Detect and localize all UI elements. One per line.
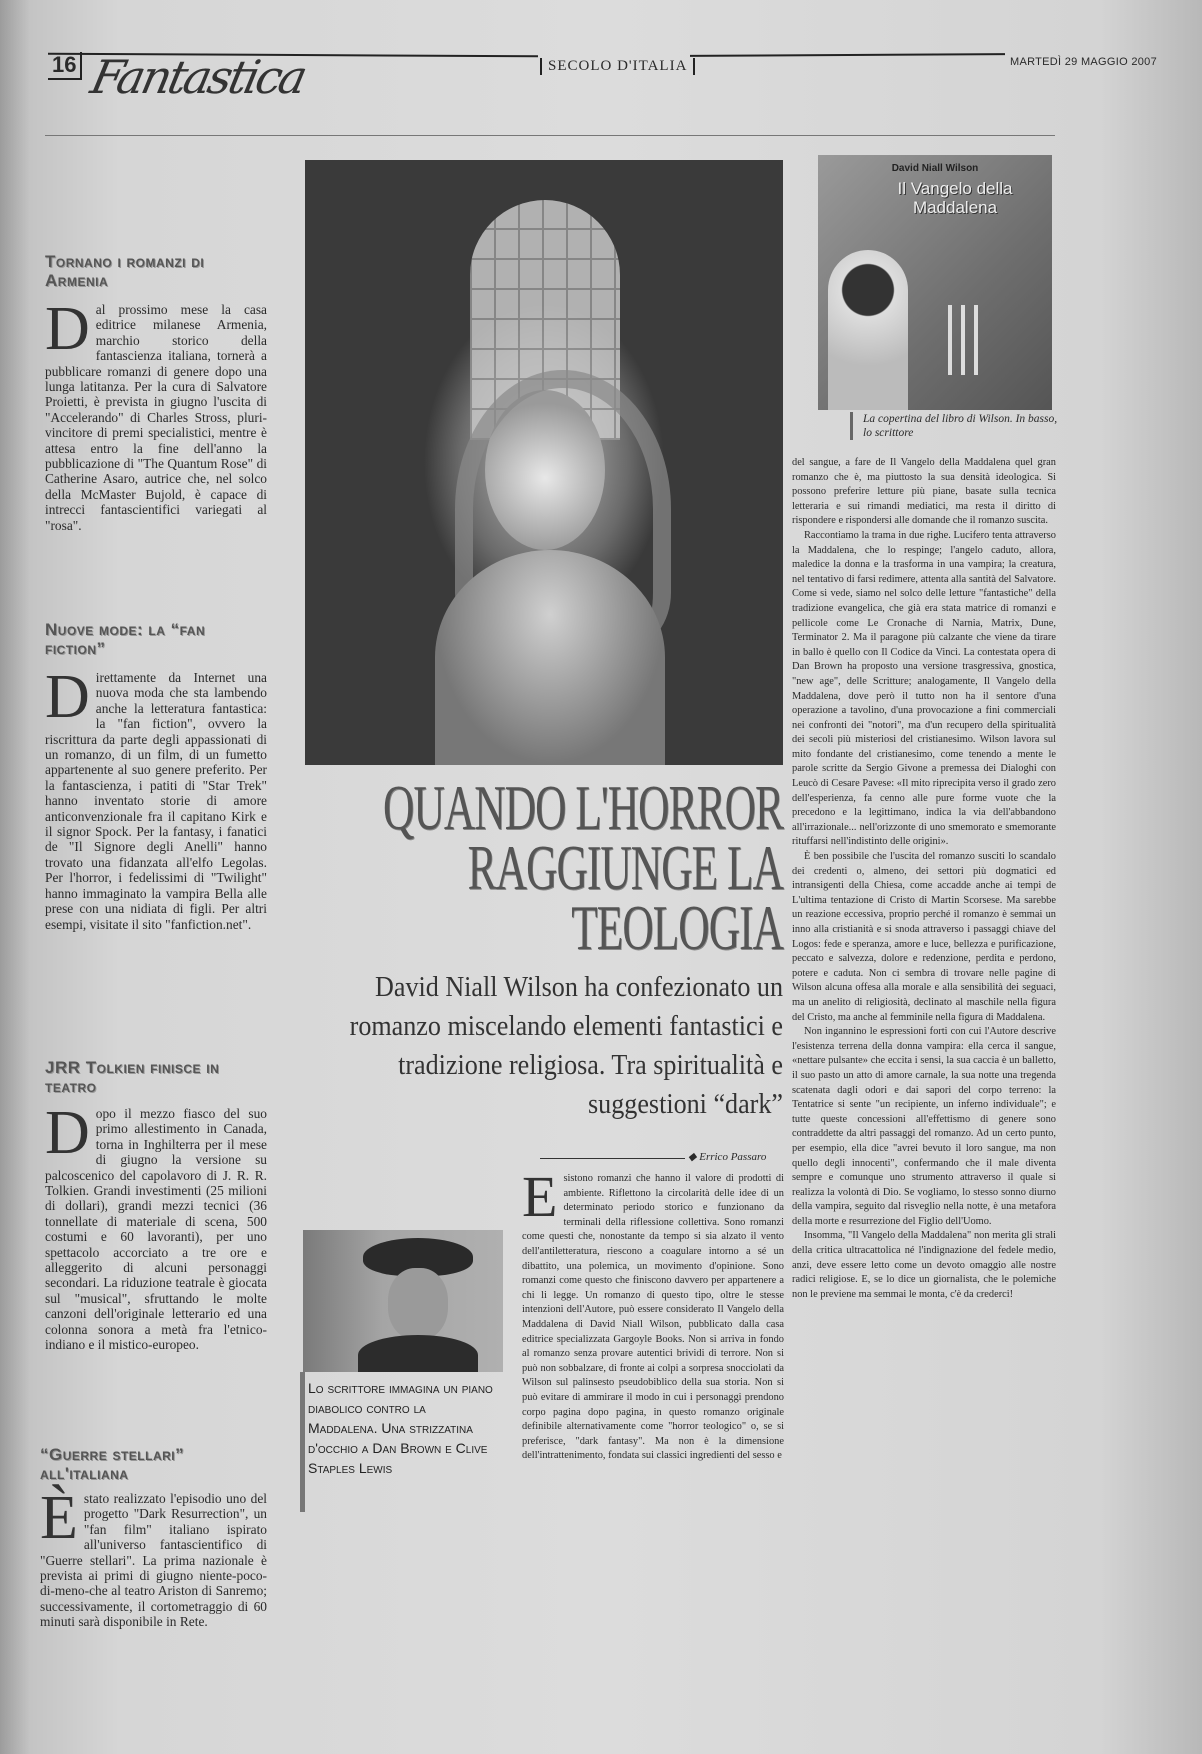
brief-body: stato realizzato l'episodio uno del progetto "Dark Resurrection", un "fan film" italiano ispirato all'universo fantascientifico di "Guerre stellari". La prima nazionale è prevista ai primi di giugno niente-poco-di-meno-che al teatro Ariston di Sanremo; successivamente, il cortometraggio di 60 minuti sarà disponibile in Rete. (40, 1491, 267, 1630)
article-headline: QUANDO L'HORROR RAGGIUNGE LA TEOLOGIA (383, 772, 783, 963)
drop-cap: È (40, 1484, 78, 1552)
face (388, 1268, 448, 1340)
article-column-1: E sistono romanzi che hanno il valore di prodotti di ambiente. Riflettono la circolarità delle idee di un determinato periodo storico e funzionano da terminali della riflessione collettiva. Sono romanzi come questi che, nonostante da tempo si sia alzato il vento dell'antiletteratura, riescono a coagulare intorno a sé un dibattito, una polemica, un movimento d'opinione. Sono romanzi come questo che finiscono davvero per appartenere a chi li legge. Un romanzo di questo tipo, oltre le stesse intenzioni dell'Autore, può essere considerato Il Vangelo della Maddalena di David Niall Wilson, pubblicato dalla casa editrice specializzata Gargoyle Books. Non si arriva in fondo al romanzo senza provare autentici brividi di terrore. Non si può non sobbalzare, di fronte ai colpi a sorpresa snocciolati da Wilson sul palinsesto pseudobiblico della sua storia. Non si può evitare di ammirare il modo in cui i personaggi prendono corpo pagina dopo pagina, in questo romanzo originale definibile alternativamente come "horror teologico" o, se si preferisce, "dark fantasy". Ma non è la dimensione dell'intrattenimento, fondata sui classici ingredienti del sesso e (522, 1172, 784, 1462)
drop-cap: D (45, 295, 90, 363)
sidebar-brief-3 (45, 1058, 267, 1353)
author-photo-caption: Lo scrittore immagina un piano diabolico contro la Maddalena. Una strizzatina d'occhio a Dan Brown e Clive Staples Lewis (308, 1380, 493, 1476)
byline-diamond-icon: ◆ (688, 1151, 697, 1163)
sidebar-brief-1 (45, 252, 267, 533)
author-photo (303, 1230, 503, 1372)
brief-body: opo il mezzo fiasco del suo primo allestimento in Canada, torna in Inghilterra per il mese di giugno la versione su palcoscenico del capolavoro di J. R. R. Tolkien. Grandi investimenti (25 milioni di dollari), grandi mezzi tecnici (36 tonnellate di materiale di scena, 500 costumi e 60 lavoranti), per uno spettacolo accorciato a tre ore e alleggerito di alcuni personaggi secondari. La riduzione teatrale è giocata sul "musical", sfruttando le molte canzoni dell'originale letterario ed una colonna sonora a metà fra l'etnico-indiano e il mistico-europeo. (45, 1106, 267, 1353)
book-cover-caption: La copertina del libro di Wilson. In basso, lo scrittore (850, 412, 1063, 440)
drop-cap: E (522, 1172, 558, 1229)
header-bottom-rule (45, 135, 1055, 136)
author-photo-box (300, 1372, 305, 1512)
brief-body: al prossimo mese la casa editrice milanese Armenia, marchio storico della fantascienza italiana, tornerà a pubblicare romanzi di genere dopo una lunga latitanza. Per la cura di Salvatore Proietti, è prevista in giugno l'uscita di "Accelerando" di Charles Stross, pluri-vincitore di premi specialistici, mentre è attesa entro la fine dell'anno la pubblicazione di "The Quantum Rose" di Catherine Asaro, autrice che, nel solco della McMaster Bujold, è capace di intrecci fantascientifici variegati al "rosa". (45, 302, 267, 533)
cover-figure (828, 250, 908, 410)
issue-date: MARTEDÌ 29 MAGGIO 2007 (1010, 56, 1158, 68)
drop-cap: D (45, 1099, 90, 1167)
byline-rule (540, 1158, 685, 1159)
figure-body (435, 550, 665, 765)
section-logo: Fantastica (86, 50, 310, 104)
brief-title: Tornano i romanzi di Armenia (45, 252, 205, 290)
shirt (358, 1335, 478, 1372)
brief-title: JRR Tolkien finisce in teatro (45, 1058, 220, 1096)
page-number: 16 (48, 52, 82, 80)
book-cover-image (818, 155, 1052, 410)
drop-cap: D (45, 663, 90, 731)
brief-title: Nuove mode: la “fan fiction” (45, 620, 206, 658)
masthead: SECOLO D'ITALIA (540, 58, 695, 75)
cover-candles (938, 305, 988, 375)
article-subhead: David Niall Wilson ha confezionato un romanzo miscelando elementi fantastici e tradizione religiosa. Tra spiritualità e suggestioni “dark” (349, 971, 783, 1120)
sidebar-brief-4 (40, 1445, 267, 1630)
header-rule-right (690, 53, 1005, 57)
sidebar-brief-2 (45, 620, 267, 932)
vampire-illustration (305, 160, 783, 765)
article-column-2: del sangue, a fare de Il Vangelo della Maddalena quel gran romanzo che è, ma piuttosto la sua densità ideologica. Si possono preferire letture più piane, basate sulla tecnica letteraria e sui rimandi mediatici, ma resta il diritto di rispondere e rispondersi alle domande che il romanzo suscita. Raccontiamo la trama in due righe. Lucifero tenta attraverso la Maddalena, che lo respinge; l'angelo caduto, allora, maledice la donna e la trasforma in una vampira; la creatura, nel tentativo di farsi redimere, attenta alla santità del Salvatore. Come si vede, siamo nel solco delle letture "fantastiche" della tradizione evangelica, che già era stata matrice di romanzi e pellicole come Le Cronache di Narnia, Matrix, Dune, Terminator 2. Ma il paragone più calzante che viene da tirare in ballo è quello con Il Codice da Vinci. La contestata opera di Dan Brown ha proposto una versione trasgressiva, gnostica, "new age", delle Scritture; analogamente, Il Vangelo della Maddalena, dove però il tutto non ha il sentore d'una operazione a tavolino, d'una provocazione a fini commerciali nei confronti dei "notori", ma d'un recupero della spiritualità dei secoli più misteriosi del cristianesimo. Wilson lavora sul mito fondante del cristianesimo, come tenendo a mente le parole scritte da Sergio Givone a premessa dei Dialoghi con Leucò di Cesare Pavese: «Il mito riprecipita verso il grado zero dell'esperienza, fa cenno alle pure forme vuote che la precedono e la legittimano, indica la via dell'abbandono all'irrazionale... nell'orizzonte di uno smemorato e smemorante rituffarsi nell'indistinto delle origini». È ben possibile che l'uscita del romanzo susciti lo scandalo dei credenti o, almeno, dei settori più dogmatici ed intransigenti della Chiesa, come accadde anche ai tempi de L'ultima tentazione di Cristo di Martin Scorsese. Ma sarebbe un reazione eccessiva, proprio perché il romanzo è semmai un inno alla cristianità e si snoda attraverso i passaggi chiave del Logos: fede e speranza, amore e luce, bellezza e purificazione, peccato e salvezza, dolore e redenzione, perdita e perdono, potere e caduta. Non ci sembra di trovare nelle pagine di Wilson alcuna offesa alla morale e alla sensibilità dei seguaci, ma un anelito di religiosità, declinato al maschile nella figura del Cristo, ma anche al femminile nella figura di Maddalena. Non ingannino le espressioni forti con cui l'Autore descrive l'esistenza terrena della donna vampira: ella cerca il sangue, «nettare pulsante» che eccita i sensi, la sua caccia è un balletto, il suo pasto un atto di amore carnale, la sua notte una tregenda scatenata dagli odori e dai sapori del corpo terreno: la Tentatrice si sente "un recipiente, un inferno individuale"; e tutte queste concessioni all'effettismo di genere sono contraddette da altri passaggi del romanzo. Ad un certo punto, per esempio, ella dice "avrei bevuto il loro sangue, ma non quello degli innocenti", confermando che il male diventa sempre e comunque uno strumento attraverso il quale si realizza la volontà di Dio. Se vogliamo, lo stesso sonno diurno della vampira, seguito dal risveglio nella notte, è una metafora della morte e resurrezione del Figlio dell'Uomo. Insomma, "Il Vangelo della Maddalena" non merita gli strali della critica ultracattolica né l'indignazione del fedele medio, anzi, deve essere letto come un devoto omaggio alle nostre radici religiose. E, se lo dice un giornalista, che le polemiche non le previene ma semmai le monta, c'è da crederci! (792, 457, 1056, 1300)
brief-body: irettamente da Internet una nuova moda che sta lambendo anche la letteratura fantastica: la "fan fiction", ovvero la riscrittura da parte degli appassionati di un romanzo, di un film, di un fumetto appartenente al suo genere preferito. Per la fantascienza, i patiti di "Star Trek" hanno inventato storie di amore anticonvenzionale fra il capitano Kirk e il signor Spock. Per la fantasy, i fanatici de "Il Signore degli Anelli" hanno trovato una fidanzata all'elfo Legolas. Per l'horror, i fedelissimi di "Twilight" hanno immaginato la vampira Bella alle prese con una nidiata di figli. Per altri esempi, visitate il sito "fanfiction.net". (45, 670, 267, 932)
book-cover-author: David Niall Wilson (891, 163, 979, 174)
book-cover-title: Il Vangelo della Maddalena (897, 179, 1013, 217)
brief-title: “Guerre stellari” all'italiana (40, 1445, 185, 1483)
byline: ◆ Errico Passaro (688, 1151, 767, 1163)
